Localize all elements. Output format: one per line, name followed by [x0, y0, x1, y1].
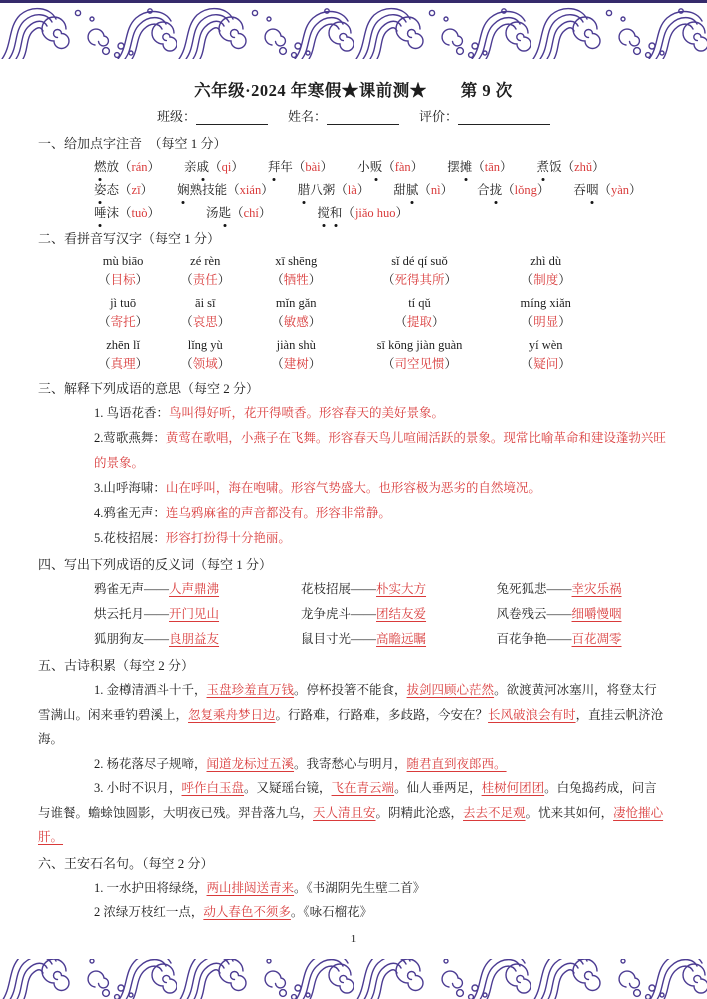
top-wave-border — [0, 0, 707, 59]
annotation-row — [38, 202, 669, 225]
answer-cell: （提取） — [394, 315, 445, 329]
section3-items — [38, 401, 669, 551]
idiom-label: 4.鸦雀无声： — [94, 506, 166, 520]
word-item: 拜年（bài） — [268, 156, 333, 179]
section-wanganshi-quotes — [38, 853, 669, 925]
answer-row — [38, 354, 669, 374]
section2-heading: 二、看拼音写汉字（每空 1 分） — [38, 231, 221, 246]
page-title: 六年级·2024 年寒假★课前测★ 第 9 次 — [194, 81, 513, 100]
antonym-pair: 兔死狐悲——幸灾乐祸 — [496, 582, 622, 596]
pinyin-row — [38, 336, 669, 354]
pinyin-cell: mǐn gǎn — [275, 296, 317, 310]
field-label: 姓名： — [287, 109, 327, 124]
idiom-answer: 形容打扮得十分艳丽。 — [165, 531, 291, 545]
idiom-definition — [38, 401, 669, 426]
pinyin-answer: tān — [484, 160, 501, 174]
word-item: 燃放（rán） — [94, 156, 160, 179]
pinyin-cell: zé rèn — [190, 254, 221, 268]
pinyin-row — [38, 252, 669, 270]
pinyin-row — [38, 294, 669, 312]
pinyin-cell: tí qǔ — [408, 296, 431, 310]
pinyin-cell: jì tuō — [110, 296, 137, 310]
section6-items — [38, 876, 669, 925]
section6-heading: 六、王安石名句。（每空 2 分） — [38, 855, 214, 871]
header-field — [288, 109, 399, 124]
answer-cell: （真理） — [98, 357, 149, 371]
word-item: 搅和（jiǎo huo） — [317, 202, 408, 225]
word: 煮饭 — [537, 160, 562, 174]
word-item: 唾沫（tuò） — [94, 202, 160, 225]
answer-cell: （哀思） — [180, 315, 231, 329]
answer-cell: （明显） — [520, 315, 571, 329]
idiom-label: 5.花枝招展： — [94, 531, 166, 545]
answer-row — [38, 270, 669, 290]
idiom-label: 1. 鸟语花香： — [94, 406, 170, 420]
word: 汤匙 — [206, 206, 231, 220]
idiom-definition — [38, 426, 669, 476]
answer-cell: （牺牲） — [271, 273, 322, 287]
wave-pattern-icon — [0, 3, 707, 59]
poem-item: 3. 小时不识月，呼作白玉盘。又疑瑶台镜，飞在青云端。仙人垂两足，桂树何团团。白兔捣药成，问言与谁餐。蟾蜍蚀圆影，大明夜已残。羿昔落九乌，天人清且安。阴精此沦惑，去去不足观。忧来其如何，凄怆摧心肝。 — [38, 781, 664, 844]
section-antonyms — [38, 554, 669, 652]
pinyin-cell: sī kōng jiàn guàn — [376, 338, 463, 352]
pinyin-cell: lǐng yù — [187, 338, 223, 352]
word: 姿态 — [94, 183, 119, 197]
pinyin-answer: qi — [221, 160, 232, 174]
antonym-row — [38, 602, 669, 627]
word-item: 摆摊（tān） — [447, 156, 512, 179]
answer-cell: （死得其所） — [381, 273, 458, 287]
annotation-row — [38, 156, 669, 179]
antonym-pair: 烘云托月——开门见山 — [94, 607, 220, 621]
pinyin-answer: yàn — [610, 183, 630, 197]
word-item: 腊八粥（là） — [298, 179, 370, 202]
word: 娴熟技能 — [177, 183, 227, 197]
word: 腊八粥 — [298, 183, 336, 197]
word-item: 合拢（lǒng） — [477, 179, 549, 202]
idiom-definition — [38, 476, 669, 501]
antonym-row — [38, 627, 669, 652]
field-label: 班级： — [156, 109, 196, 124]
pinyin-cell: āi sī — [195, 296, 216, 310]
answer-cell: （敏感） — [271, 315, 322, 329]
section4-heading: 四、写出下列成语的反义词（每空 1 分） — [38, 557, 273, 572]
field-blank — [327, 111, 399, 125]
section-write-characters — [38, 228, 669, 374]
word: 唾沫 — [94, 206, 119, 220]
pinyin-cell: míng xiǎn — [520, 296, 571, 310]
pinyin-answer: lǒng — [514, 183, 537, 197]
antonym-row — [38, 577, 669, 602]
pinyin-answer: zī — [131, 183, 141, 197]
antonym-pair: 鼠目寸光——高瞻远瞩 — [301, 632, 427, 646]
pinyin-cell: jiàn shù — [276, 338, 316, 352]
idiom-answer: 黄莺在歌唱，小燕子在飞舞。形容春天鸟儿喧闹活跃的景象。现常比喻革命和建设蓬勃兴旺的景象。 — [94, 431, 666, 470]
field-blank — [458, 111, 550, 125]
section-idiom-meanings — [38, 378, 669, 551]
pinyin-cell: zhì dù — [530, 254, 562, 268]
word-item: 吞咽（yàn） — [573, 179, 641, 202]
antonym-pair: 花枝招展——朴实大方 — [301, 582, 427, 596]
pinyin-answer: xián — [239, 183, 262, 197]
word: 搅和 — [317, 206, 342, 220]
word-item: 娴熟技能（xián） — [177, 179, 274, 202]
field-label: 评价： — [419, 109, 459, 124]
answer-cell: （制度） — [520, 273, 571, 287]
section1-rows — [38, 156, 669, 225]
idiom-answer: 连乌鸦麻雀的声音都没有。形容非常静。 — [165, 506, 391, 520]
quote-item: 2 浓绿万枝红一点，动人春色不须多。《咏石榴花》 — [94, 905, 373, 919]
pinyin-answer: rán — [131, 160, 148, 174]
bottom-wave-border — [0, 959, 707, 999]
header-field — [419, 109, 550, 124]
pinyin-cell: xī shēng — [275, 254, 318, 268]
wave-pattern-icon — [0, 959, 707, 999]
pinyin-answer: tuò — [131, 206, 148, 220]
pinyin-cell: sǐ dé qí suǒ — [391, 254, 448, 268]
word: 小贩 — [357, 160, 382, 174]
idiom-answer: 山在呼叫，海在咆啸。形容气势盛大。也形容极为恶劣的自然境况。 — [165, 481, 541, 495]
idiom-label: 2.莺歌燕舞： — [94, 431, 166, 445]
header-fields — [38, 106, 669, 125]
word: 拜年 — [268, 160, 293, 174]
word: 燃放 — [94, 160, 119, 174]
word-item: 小贩（fàn） — [357, 156, 423, 179]
idiom-definition — [38, 501, 669, 526]
section5-heading: 五、古诗积累（每空 2 分） — [38, 658, 195, 673]
word-item: 亲戚（qi） — [184, 156, 244, 179]
pinyin-answer: nì — [430, 183, 441, 197]
word: 甜腻 — [393, 183, 418, 197]
header-field — [157, 109, 268, 124]
pinyin-answer: là — [347, 183, 357, 197]
answer-cell: （寄托） — [98, 315, 149, 329]
word-item: 汤匙（chí） — [206, 202, 271, 225]
answer-cell: （目标） — [98, 273, 149, 287]
pinyin-answer: chí — [243, 206, 259, 220]
antonym-pair: 百花争艳——百花凋零 — [496, 632, 622, 646]
page-number: 1 — [350, 932, 357, 945]
section-poem-accumulation — [38, 655, 669, 850]
idiom-definition — [38, 526, 669, 551]
answer-cell: （疑问） — [520, 357, 571, 371]
word-item: 姿态（zī） — [94, 179, 153, 202]
word: 吞咽 — [573, 183, 598, 197]
section4-rows — [38, 577, 669, 652]
word: 合拢 — [477, 183, 502, 197]
pinyin-cell: yí wèn — [528, 338, 563, 352]
idiom-label: 3.山呼海啸： — [94, 481, 166, 495]
section3-heading: 三、解释下列成语的意思（每空 2 分） — [38, 381, 260, 396]
field-blank — [196, 111, 268, 125]
pinyin-answer: zhǔ — [574, 160, 593, 174]
section2-rows — [38, 252, 669, 374]
pinyin-cell: zhēn lǐ — [106, 338, 140, 352]
word: 摆摊 — [447, 160, 472, 174]
section5-items — [38, 678, 669, 850]
word-item: 煮饭（zhǔ） — [537, 156, 605, 179]
answer-cell: （司空见惯） — [381, 357, 458, 371]
pinyin-cell: mù biāo — [102, 254, 144, 268]
word-item: 甜腻（nì） — [393, 179, 453, 202]
answer-row — [38, 312, 669, 332]
quote-item: 1. 一水护田将绿绕，两山排闼送青来。《书湖阴先生壁二首》 — [94, 880, 426, 895]
antonym-pair: 狐朋狗友——良朋益友 — [94, 632, 220, 646]
idiom-answer: 鸟叫得好听，花开得喷香。形容春天的美好景象。 — [169, 406, 445, 420]
answer-cell: （责任） — [180, 273, 231, 287]
antonym-pair: 龙争虎斗——团结友爱 — [301, 607, 427, 621]
poem-item: 2. 杨花落尽子规啼，闻道龙标过五溪。我寄愁心与明月，随君直到夜郎西。 — [94, 756, 507, 771]
section-pinyin-annotation — [38, 133, 669, 225]
document-body — [0, 59, 707, 959]
annotation-row — [38, 179, 669, 202]
pinyin-answer: jiǎo huo — [354, 206, 396, 220]
section1-heading: 一、给加点字注音 （每空 1 分） — [38, 136, 227, 151]
poem-item: 1. 金樽清酒斗十千，玉盘珍羞直万钱。停杯投箸不能食，拔剑四顾心茫然。欲渡黄河冰塞川，将登太行雪满山。闲来垂钓碧溪上，忽复乘舟梦日边。行路难，行路难，多歧路，今安在？长风破浪会有时，直挂云帆济沧海。 — [38, 683, 664, 746]
pinyin-answer: bài — [305, 160, 321, 174]
pinyin-answer: fàn — [394, 160, 411, 174]
answer-cell: （领域） — [180, 357, 231, 371]
antonym-pair: 风卷残云——细嚼慢咽 — [496, 607, 622, 621]
word: 亲戚 — [184, 160, 209, 174]
antonym-pair: 鸦雀无声——人声鼎沸 — [94, 582, 220, 596]
answer-cell: （建树） — [271, 357, 322, 371]
